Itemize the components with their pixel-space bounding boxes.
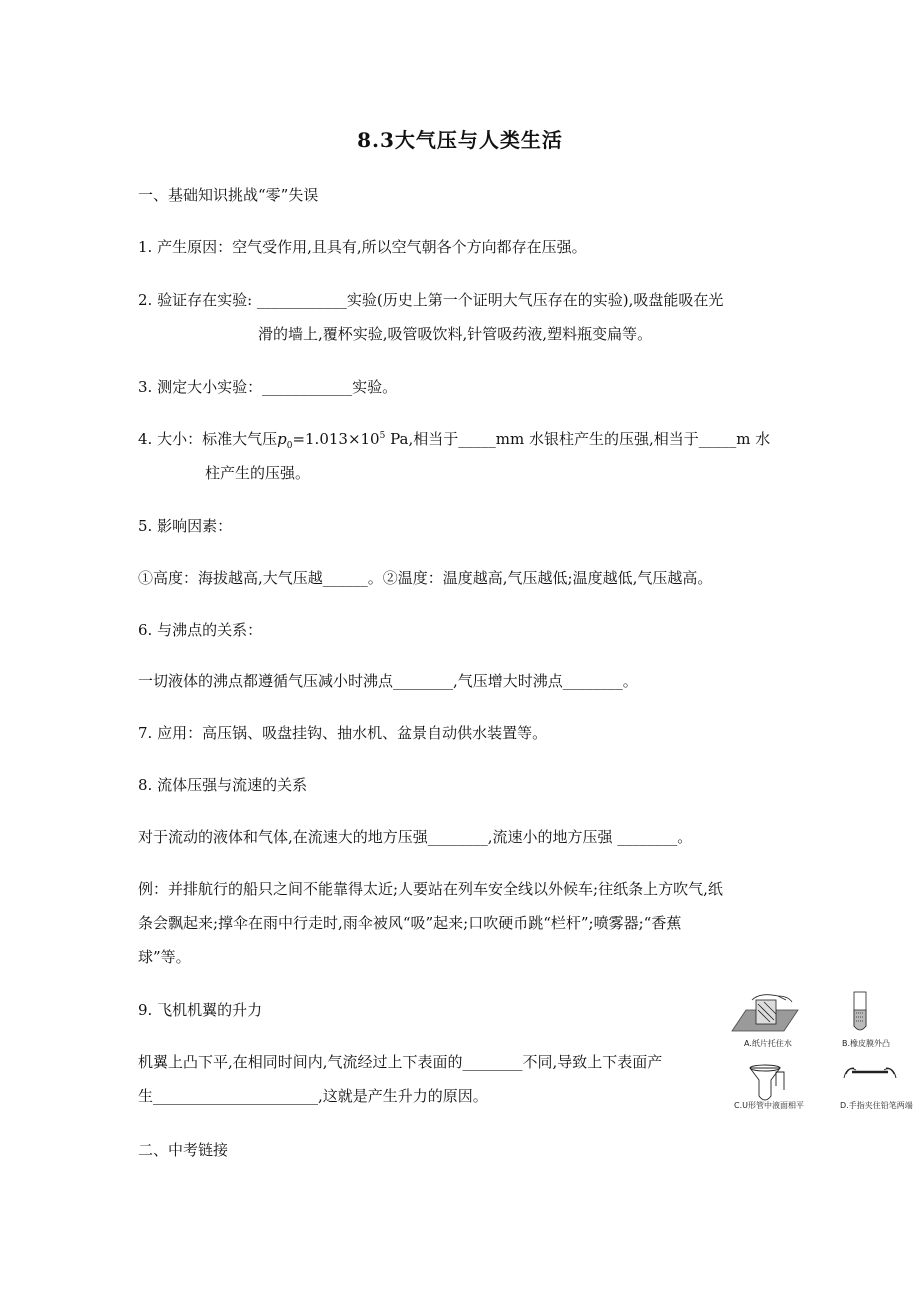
item-2 xyxy=(138,289,723,310)
item-9-detail-line-1: 机翼上凸下平,在相同时间内,气流经过上下表面的________不同,导致上下表面产 xyxy=(138,1053,663,1071)
item-3-rest: 实验。 xyxy=(352,378,398,396)
item-2-continuation: 滑的墙上,覆杯实验,吸管吸饮料,针管吸药液,塑料瓶变扁等。 xyxy=(258,325,653,343)
caption-d: D.手指夹住铅笔两端 xyxy=(840,1101,913,1110)
item-2-lead: 2. 验证存在实验: xyxy=(138,291,253,309)
item-4-lead: 4. 大小：标准大气压 xyxy=(138,430,278,448)
item-4 xyxy=(138,428,770,451)
item-2-blank: ____________ xyxy=(256,291,347,309)
item-3-lead: 3. 测定大小实验： xyxy=(138,378,263,396)
item-3 xyxy=(138,376,397,397)
item-7: 7. 应用：高压锅、吸盘挂钩、抽水机、盆景自动供水装置等。 xyxy=(138,724,548,742)
caption-c: C.U形管中液面相平 xyxy=(734,1101,804,1110)
item-8-example-line-3: 球”等。 xyxy=(138,948,191,966)
item-8-example-line-2: 条会飘起来;撑伞在雨中行走时,雨伞被风“吸”起来;口吹硬币跳“栏杆”;喷雾器;“香蕉 xyxy=(138,914,682,932)
item-8: 8. 流体压强与流速的关系 xyxy=(138,776,308,794)
experiment-figure xyxy=(728,988,918,1113)
caption-a: A.纸片托住水 xyxy=(744,1039,792,1048)
illustration-b xyxy=(854,992,866,1030)
pressure-symbol: p xyxy=(277,430,287,448)
item-1: 1. 产生原因：空气受作用,且具有,所以空气朝各个方向都存在压强。 xyxy=(138,238,587,256)
item-6: 6. 与沸点的关系： xyxy=(138,621,263,639)
item-4-exponent: 5 xyxy=(379,431,386,441)
item-3-blank: ____________ xyxy=(262,378,353,396)
item-4-value: =1.013×10 xyxy=(292,430,380,448)
illustration-c xyxy=(750,1065,784,1100)
item-4-continuation: 柱产生的压强。 xyxy=(205,464,311,482)
section-heading-basics: 一、基础知识挑战“零”失误 xyxy=(138,186,319,204)
pressure-subscript: 0 xyxy=(286,441,293,451)
item-8-detail: 对于流动的液体和气体,在流速大的地方压强________,流速小的地方压强 ________。 xyxy=(138,828,693,846)
illustration-a xyxy=(732,995,798,1031)
experiment-illustrations xyxy=(728,988,918,1113)
page-title: 8.3大气压与人类生活 xyxy=(357,128,563,152)
item-9-detail-line-2: 生______________________,这就是产生升力的原因。 xyxy=(138,1087,488,1105)
item-5-detail: ①高度：海拔越高,大气压越______。②温度：温度越高,气压越低;温度越低,气压越高。 xyxy=(138,569,713,587)
item-2-rest: 实验(历史上第一个证明大气压存在的实验),吸盘能吸在光 xyxy=(346,291,724,309)
item-4-rest: Pa,相当于_____mm 水银柱产生的压强,相当于_____m 水 xyxy=(385,430,771,448)
item-5: 5. 影响因素： xyxy=(138,517,233,535)
item-6-detail: 一切液体的沸点都遵循气压减小时沸点________,气压增大时沸点________。 xyxy=(138,672,638,690)
caption-b: B.橡皮膜外凸 xyxy=(842,1039,891,1048)
section-heading-exam-links: 二、中考链接 xyxy=(138,1141,229,1159)
illustration-d xyxy=(844,1068,896,1078)
item-8-example-line-1: 例：并排航行的船只之间不能靠得太近;人要站在列车安全线以外候车;往纸条上方吹气,纸 xyxy=(138,880,723,898)
item-9: 9. 飞机机翼的升力 xyxy=(138,1001,263,1019)
